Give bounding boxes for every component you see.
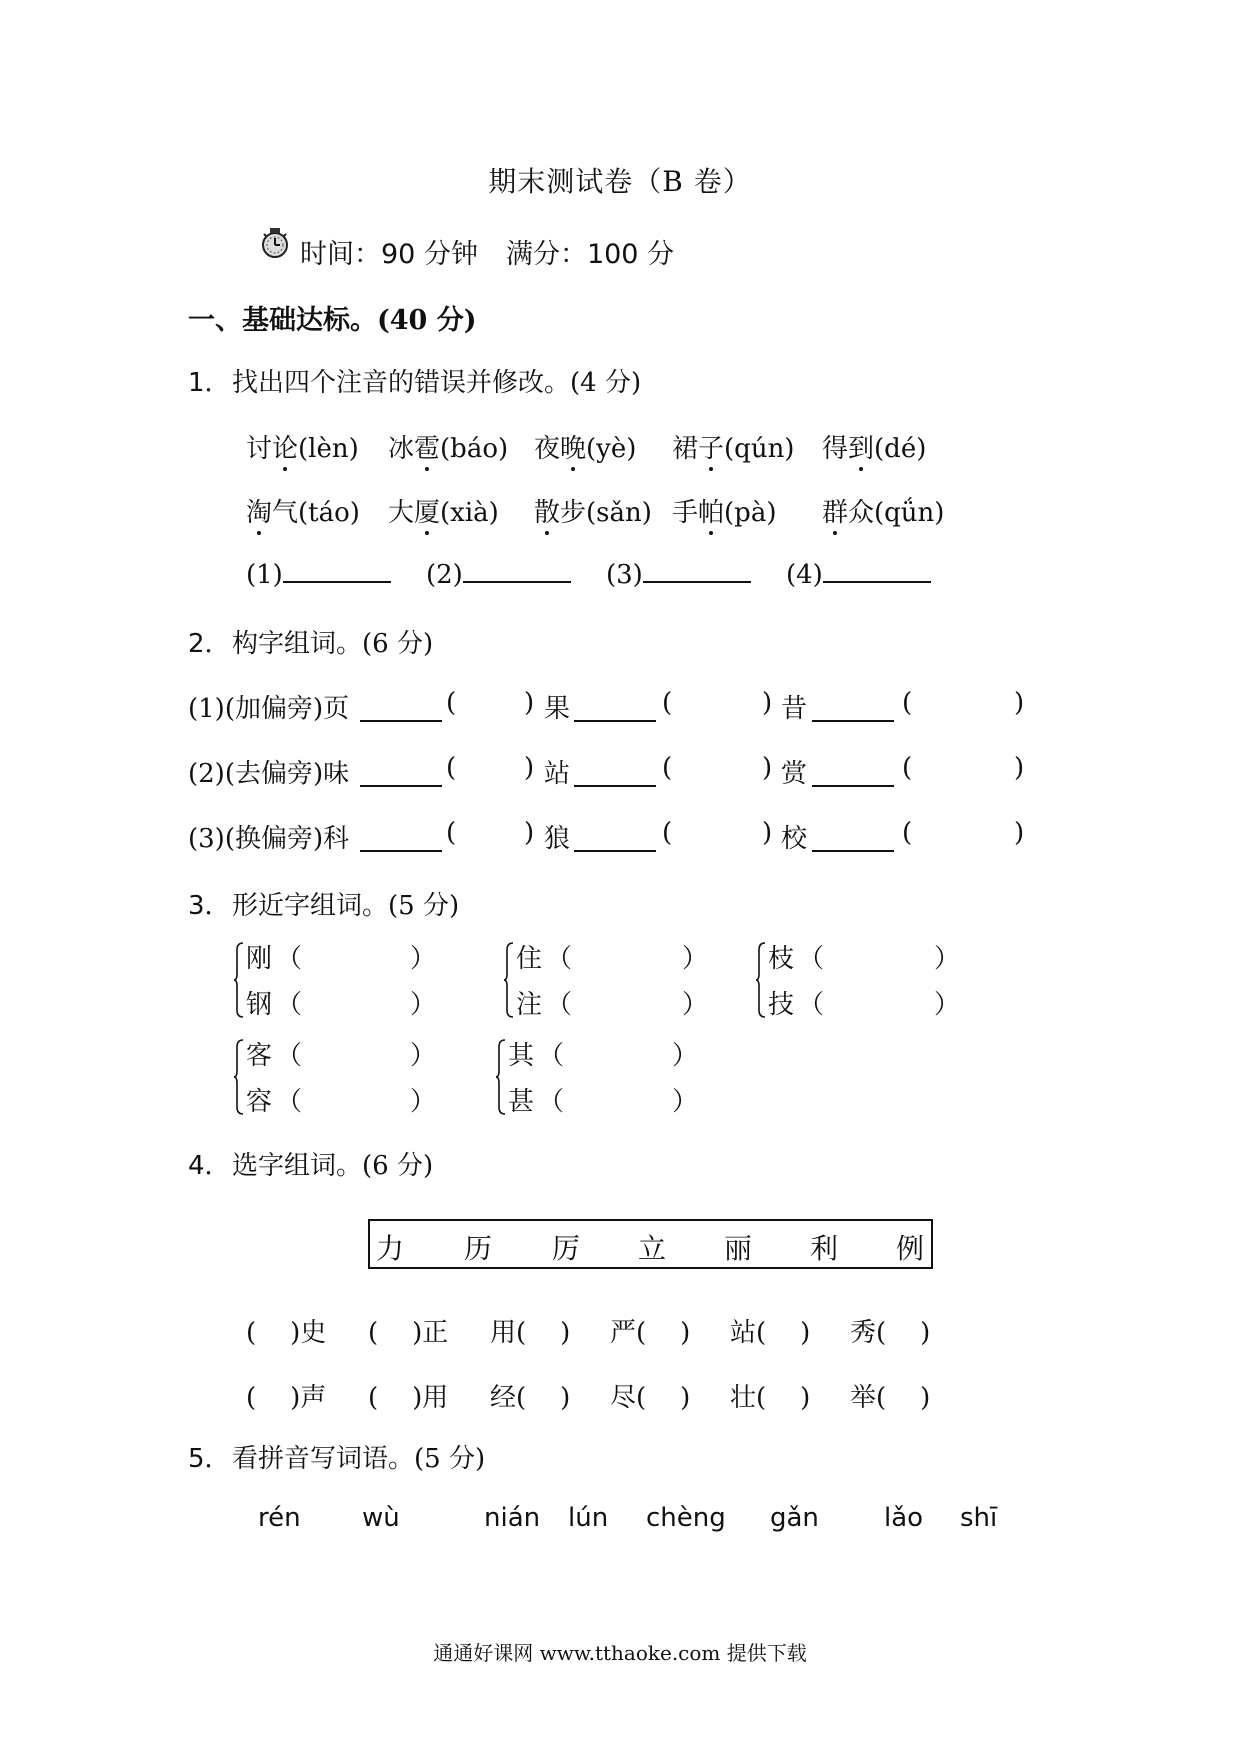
right-paren: ） bbox=[672, 1087, 699, 1117]
left-paren: ( bbox=[446, 688, 457, 718]
pair-char: 钢 bbox=[246, 990, 273, 1020]
left-paren: （ bbox=[546, 990, 573, 1020]
compose-row bbox=[188, 818, 1038, 852]
answer-blank[interactable] bbox=[574, 714, 656, 722]
fill-item[interactable] bbox=[730, 1312, 810, 1349]
pinyin-syllable: shī bbox=[960, 1503, 998, 1533]
right-paren: ) bbox=[524, 818, 535, 848]
question-number: 5． bbox=[188, 1444, 231, 1474]
question-1 bbox=[188, 362, 641, 399]
question-number: 2． bbox=[188, 629, 231, 659]
left-paren: ( bbox=[902, 688, 913, 718]
similar-char-pair bbox=[516, 938, 716, 1028]
left-paren: （ bbox=[798, 990, 825, 1020]
pair-char: 甚 bbox=[508, 1087, 535, 1117]
pinyin-item bbox=[672, 428, 794, 465]
pinyin-syllable: rén bbox=[258, 1503, 301, 1533]
left-paren: （ bbox=[538, 1041, 565, 1071]
answer-space[interactable] bbox=[576, 938, 666, 968]
pinyin-text: (qún) bbox=[724, 434, 795, 464]
pair-line bbox=[246, 1035, 446, 1069]
question-text: 构字组词。(6 分) bbox=[232, 629, 434, 659]
dotted-char: 子 bbox=[698, 434, 725, 464]
fill-item[interactable] bbox=[368, 1312, 448, 1349]
pinyin-item bbox=[246, 428, 359, 465]
dotted-char: 帕 bbox=[698, 498, 725, 528]
row-char: 果 bbox=[544, 694, 571, 724]
left-paren: ( bbox=[446, 753, 457, 783]
left-paren: （ bbox=[276, 1087, 303, 1117]
left-paren: ( bbox=[902, 818, 913, 848]
item-suffix: ) bbox=[800, 1383, 811, 1413]
answer-space[interactable] bbox=[306, 1081, 396, 1111]
word-char: 冰 bbox=[388, 434, 415, 464]
right-paren: ) bbox=[524, 688, 535, 718]
pinyin-text: (yè) bbox=[586, 434, 637, 464]
right-paren: ） bbox=[934, 944, 961, 974]
word-char: 手 bbox=[672, 498, 699, 528]
answer-blank[interactable] bbox=[360, 714, 442, 722]
pair-line bbox=[516, 984, 716, 1018]
pair-char: 客 bbox=[246, 1041, 273, 1071]
answer-blank[interactable]: (3) bbox=[606, 560, 751, 590]
right-paren: ） bbox=[934, 990, 961, 1020]
word-char: 讨 bbox=[246, 434, 273, 464]
pair-char: 刚 bbox=[246, 944, 273, 974]
word-char: 大 bbox=[388, 498, 415, 528]
full-score: 满分：100 分 bbox=[505, 239, 675, 270]
pinyin-text: 众(qǘn) bbox=[848, 498, 945, 528]
answer-blank[interactable] bbox=[574, 779, 656, 787]
left-paren: （ bbox=[276, 944, 303, 974]
item-prefix: 壮( bbox=[730, 1383, 767, 1413]
pair-line bbox=[508, 1035, 708, 1069]
right-paren: ） bbox=[682, 990, 709, 1020]
item-suffix: )用 bbox=[412, 1383, 449, 1413]
dotted-char: 厦 bbox=[414, 498, 441, 528]
brace-icon bbox=[234, 942, 244, 1018]
answer-space[interactable] bbox=[306, 1035, 396, 1065]
right-paren: ) bbox=[762, 818, 773, 848]
pair-line bbox=[768, 938, 968, 972]
fill-item[interactable] bbox=[368, 1377, 448, 1414]
left-paren: （ bbox=[546, 944, 573, 974]
right-paren: ) bbox=[1014, 753, 1025, 783]
similar-char-pair bbox=[508, 1035, 708, 1125]
fill-item[interactable] bbox=[610, 1377, 690, 1414]
right-paren: ） bbox=[410, 990, 437, 1020]
left-paren: ( bbox=[902, 753, 913, 783]
item-prefix: ( bbox=[246, 1318, 257, 1348]
right-paren: ） bbox=[672, 1041, 699, 1071]
word-char: 裙 bbox=[672, 434, 699, 464]
item-prefix: 用( bbox=[490, 1318, 527, 1348]
pinyin-syllable: chèng bbox=[646, 1503, 726, 1533]
footer: 通通好课网 www.tthaoke.com 提供下载 bbox=[433, 1641, 807, 1665]
similar-char-pair bbox=[768, 938, 968, 1028]
right-paren: ） bbox=[682, 944, 709, 974]
pinyin-item bbox=[672, 492, 776, 529]
question-3 bbox=[188, 885, 459, 922]
option-char: 丽 bbox=[724, 1232, 753, 1265]
fill-item[interactable] bbox=[730, 1377, 810, 1414]
option-char: 历 bbox=[464, 1232, 493, 1265]
pair-char: 技 bbox=[768, 990, 795, 1020]
dotted-char: 到 bbox=[848, 434, 875, 464]
answer-blank[interactable] bbox=[812, 714, 894, 722]
answer-blank[interactable] bbox=[812, 779, 894, 787]
brace-icon bbox=[504, 942, 514, 1018]
compose-row bbox=[188, 688, 1038, 722]
pinyin-syllable: lún bbox=[568, 1503, 609, 1533]
option-char: 厉 bbox=[552, 1232, 581, 1265]
pinyin-text: (xià) bbox=[440, 498, 499, 528]
question-text: 看拼音写词语。(5 分) bbox=[232, 1444, 486, 1474]
item-suffix: ) bbox=[920, 1383, 931, 1413]
option-char: 立 bbox=[638, 1232, 667, 1265]
item-prefix: 经( bbox=[490, 1383, 527, 1413]
left-paren: （ bbox=[276, 990, 303, 1020]
question-2 bbox=[188, 623, 433, 660]
pinyin-text: 步(sǎn) bbox=[560, 498, 652, 528]
question-number: 3． bbox=[188, 891, 231, 921]
page-title: 期末测试卷（B 卷） bbox=[488, 165, 752, 198]
item-suffix: ) bbox=[680, 1383, 691, 1413]
pair-char: 其 bbox=[508, 1041, 535, 1071]
similar-char-pair bbox=[246, 1035, 446, 1125]
right-paren: ) bbox=[762, 688, 773, 718]
dotted-char: 论 bbox=[272, 434, 299, 464]
pinyin-text: (pà) bbox=[724, 498, 777, 528]
left-paren: （ bbox=[276, 1041, 303, 1071]
word-char: 夜 bbox=[534, 434, 561, 464]
answer-blank[interactable] bbox=[574, 844, 656, 852]
pinyin-syllable: lǎo bbox=[884, 1503, 924, 1533]
answer-space[interactable] bbox=[576, 984, 666, 1014]
dotted-char: 淘 bbox=[246, 498, 273, 528]
item-prefix: 秀( bbox=[850, 1318, 887, 1348]
pinyin-item bbox=[534, 492, 652, 529]
row-label: (3)(换偏旁)科 bbox=[188, 824, 350, 854]
fill-item[interactable] bbox=[490, 1312, 570, 1349]
pinyin-syllable: wù bbox=[362, 1503, 400, 1533]
answer-blank[interactable]: (4) bbox=[786, 560, 931, 590]
clock-icon bbox=[258, 226, 292, 260]
row-char: 站 bbox=[544, 759, 571, 789]
fill-item[interactable] bbox=[610, 1312, 690, 1349]
answer-blank[interactable] bbox=[360, 844, 442, 852]
pair-line bbox=[246, 1081, 446, 1115]
brace-icon bbox=[756, 942, 766, 1018]
answer-blank[interactable] bbox=[360, 779, 442, 787]
right-paren: ） bbox=[410, 1087, 437, 1117]
pinyin-item bbox=[822, 428, 926, 465]
item-suffix: )正 bbox=[412, 1318, 449, 1348]
dotted-char: 群 bbox=[822, 498, 849, 528]
character-box bbox=[368, 1219, 933, 1269]
answer-blank[interactable] bbox=[812, 844, 894, 852]
pair-line bbox=[516, 938, 716, 972]
pinyin-syllable: nián bbox=[484, 1503, 541, 1533]
left-paren: ( bbox=[662, 753, 673, 783]
pinyin-item bbox=[822, 492, 944, 529]
answer-blank[interactable]: (1) bbox=[246, 560, 391, 590]
pinyin-item bbox=[388, 428, 508, 465]
answer-space[interactable] bbox=[306, 938, 396, 968]
question-4 bbox=[188, 1145, 433, 1182]
item-suffix: )史 bbox=[290, 1318, 327, 1348]
row-char: 校 bbox=[781, 824, 808, 854]
pair-line bbox=[246, 938, 446, 972]
left-paren: ( bbox=[662, 688, 673, 718]
item-suffix: ) bbox=[680, 1318, 691, 1348]
answer-space[interactable] bbox=[568, 1081, 658, 1111]
answer-space[interactable] bbox=[568, 1035, 658, 1065]
pair-char: 住 bbox=[516, 944, 543, 974]
pair-char: 枝 bbox=[768, 944, 795, 974]
left-paren: （ bbox=[538, 1087, 565, 1117]
fill-item[interactable] bbox=[850, 1377, 930, 1414]
item-prefix: 严( bbox=[610, 1318, 647, 1348]
item-prefix: 举( bbox=[850, 1383, 887, 1413]
row-char: 狼 bbox=[544, 824, 571, 854]
row-char: 赏 bbox=[781, 759, 808, 789]
fill-item[interactable] bbox=[246, 1312, 326, 1349]
item-suffix: )声 bbox=[290, 1383, 327, 1413]
pinyin-syllable: gǎn bbox=[770, 1503, 819, 1533]
word-char: 得 bbox=[822, 434, 849, 464]
right-paren: ） bbox=[410, 1041, 437, 1071]
answer-space[interactable] bbox=[828, 984, 918, 1014]
item-suffix: ) bbox=[560, 1383, 571, 1413]
answer-space[interactable] bbox=[306, 984, 396, 1014]
item-suffix: ) bbox=[920, 1318, 931, 1348]
fill-item[interactable] bbox=[490, 1377, 570, 1414]
left-paren: ( bbox=[446, 818, 457, 848]
question-text: 选字组词。(6 分) bbox=[232, 1151, 434, 1181]
question-5 bbox=[188, 1438, 485, 1475]
option-char: 例 bbox=[896, 1232, 925, 1265]
pair-line bbox=[246, 984, 446, 1018]
row-label: (2)(去偏旁)味 bbox=[188, 759, 350, 789]
left-paren: （ bbox=[798, 944, 825, 974]
row-label: (1)(加偏旁)页 bbox=[188, 694, 350, 724]
pair-char: 容 bbox=[246, 1087, 273, 1117]
right-paren: ） bbox=[410, 944, 437, 974]
pair-char: 注 bbox=[516, 990, 543, 1020]
brace-icon bbox=[234, 1039, 244, 1115]
pinyin-item bbox=[388, 492, 499, 529]
right-paren: ) bbox=[1014, 688, 1025, 718]
dotted-char: 散 bbox=[534, 498, 561, 528]
fill-item[interactable] bbox=[850, 1312, 930, 1349]
pinyin-text: (lèn) bbox=[298, 434, 359, 464]
question-text: 形近字组词。(5 分) bbox=[232, 891, 460, 921]
pair-line bbox=[508, 1081, 708, 1115]
exam-meta bbox=[300, 232, 674, 271]
answer-space[interactable] bbox=[828, 938, 918, 968]
item-prefix: 站( bbox=[730, 1318, 767, 1348]
brace-icon bbox=[496, 1039, 506, 1115]
similar-char-pair bbox=[246, 938, 446, 1028]
pinyin-item bbox=[534, 428, 636, 465]
dotted-char: 雹 bbox=[414, 434, 441, 464]
pinyin-text: 气(táo) bbox=[272, 498, 360, 528]
pinyin-item bbox=[246, 492, 360, 529]
item-prefix: ( bbox=[368, 1383, 379, 1413]
answer-blank[interactable]: (2) bbox=[426, 560, 571, 590]
row-char: 昔 bbox=[781, 694, 808, 724]
section-heading: 一、基础达标。(40 分) bbox=[188, 305, 477, 336]
pinyin-text: (báo) bbox=[440, 434, 509, 464]
pinyin-text: (dé) bbox=[874, 434, 927, 464]
pair-line bbox=[768, 984, 968, 1018]
item-suffix: ) bbox=[560, 1318, 571, 1348]
compose-row bbox=[188, 753, 1038, 787]
dotted-char: 晚 bbox=[560, 434, 587, 464]
right-paren: ) bbox=[762, 753, 773, 783]
item-prefix: ( bbox=[246, 1383, 257, 1413]
option-char: 力 bbox=[376, 1232, 405, 1265]
fill-item[interactable] bbox=[246, 1377, 326, 1414]
option-char: 利 bbox=[810, 1232, 839, 1265]
time-limit: 时间：90 分钟 bbox=[300, 239, 478, 270]
right-paren: ) bbox=[1014, 818, 1025, 848]
item-suffix: ) bbox=[800, 1318, 811, 1348]
left-paren: ( bbox=[662, 818, 673, 848]
question-number: 1． bbox=[188, 368, 231, 398]
question-number: 4． bbox=[188, 1151, 231, 1181]
item-prefix: ( bbox=[368, 1318, 379, 1348]
item-prefix: 尽( bbox=[610, 1383, 647, 1413]
question-text: 找出四个注音的错误并修改。(4 分) bbox=[232, 368, 642, 398]
right-paren: ) bbox=[524, 753, 535, 783]
